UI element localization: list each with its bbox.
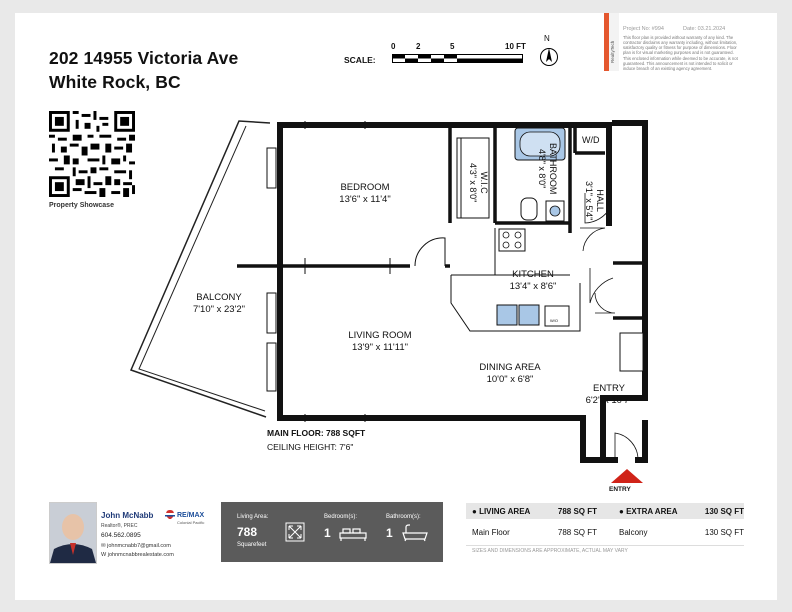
agent-avatar-icon xyxy=(50,503,96,563)
floor-plan-sheet xyxy=(15,13,777,600)
agent-photo xyxy=(49,502,97,564)
scale-label: SCALE: xyxy=(344,55,376,65)
room-hall-dims: 3'1" x 5'4" xyxy=(584,181,594,221)
room-entry-name: ENTRY xyxy=(592,383,626,394)
brokerage-logo xyxy=(165,510,209,525)
living-area-label: Living Area: xyxy=(237,514,269,520)
room-bathroom-dims: 4'8" x 8'0" xyxy=(537,148,547,189)
entry-arrow xyxy=(611,469,643,483)
room-dining-dims: 10'0" x 6'8" xyxy=(486,374,534,385)
entry-marker-label: ENTRY xyxy=(609,486,631,493)
project-date: Date: 03.21.2024 xyxy=(683,26,726,32)
dishwasher xyxy=(545,306,569,326)
disclaimer-2: This enclosed information while deemed to be accurate, is not guaranteed. This announcement is not intended to solicit or induce breach of an existing agency agreement. xyxy=(623,56,738,71)
summary-footnote: SIZES AND DIMENSIONS ARE APPROXIMATE, ACTUAL MAY VARY xyxy=(472,548,628,554)
agent-name: John McNabb xyxy=(101,511,154,520)
balcony-railing xyxy=(131,121,270,417)
room-bathroom-name: BATHROOM xyxy=(548,143,558,195)
room-bedroom-name: BEDROOM xyxy=(340,182,390,193)
room-kitchen xyxy=(483,269,583,293)
living-area-value: 788 xyxy=(237,525,258,539)
kitchen-sink-left xyxy=(497,305,517,325)
extra-area-total: 130 SQ FT xyxy=(704,506,744,516)
qr-caption: Property Showcase xyxy=(49,202,114,209)
bed-icon xyxy=(339,526,367,542)
ceiling-height: CEILING HEIGHT: 7'6" xyxy=(267,442,354,452)
living-area-header: ● LIVING AREA xyxy=(472,506,531,516)
living-area-total: 788 SQ FT xyxy=(557,506,597,516)
bedroom-count-value: 1 xyxy=(324,526,331,540)
bathroom-count-label: Bathroom(s): xyxy=(386,514,421,520)
room-hall-name: HALL xyxy=(595,189,605,212)
room-kitchen-dims: 13'4" x 8'6" xyxy=(509,281,557,292)
agent-title: Realtor®, PREC xyxy=(101,523,138,529)
toilet xyxy=(521,198,537,220)
project-number: Project No: #994 xyxy=(623,26,664,32)
area-summary xyxy=(466,503,744,554)
area-icon xyxy=(285,522,305,542)
room-living xyxy=(320,330,440,354)
room-wd: W/D xyxy=(582,135,600,145)
room-living-dims: 13'9" x 11'11" xyxy=(352,342,408,353)
brand-logo: RealtyTech xyxy=(610,40,615,63)
extra-area-header-text: EXTRA AREA xyxy=(626,506,678,516)
brokerage-name: RE/MAX xyxy=(177,511,205,519)
balloon-icon xyxy=(165,510,175,520)
scale-tick-0: 0 xyxy=(391,42,396,51)
agent-website-text: johnmcnabbrealestate.com xyxy=(107,552,174,558)
room-wic-name: W.I.C xyxy=(479,171,489,194)
room-bedroom-dims: 13'6" x 11'4" xyxy=(339,194,391,205)
extra-row-value: 130 SQ FT xyxy=(704,527,744,537)
room-dining xyxy=(455,362,565,386)
scale-tick-5: 5 xyxy=(450,42,455,51)
address-line-1: 202 14955 Victoria Ave xyxy=(49,48,239,68)
address-line-2: White Rock, BC xyxy=(49,72,181,92)
room-entry-dims: 6'2" x 10'7" xyxy=(585,395,633,406)
main-floor-area: MAIN FLOOR: 788 SQFT xyxy=(267,428,366,438)
agent-email[interactable] xyxy=(101,543,171,549)
extra-row-label: Balcony xyxy=(619,527,648,537)
agent-phone[interactable]: 604.562.0895 xyxy=(101,532,141,539)
email-icon: ✉ xyxy=(101,543,108,549)
bedroom-count-label: Bedroom(s): xyxy=(324,514,358,520)
extra-area-header: ● EXTRA AREA xyxy=(619,506,678,516)
living-area-unit: Squarefeet xyxy=(237,542,267,548)
fridge xyxy=(620,333,643,371)
room-bedroom xyxy=(305,182,425,206)
room-wo: W/O xyxy=(550,318,558,323)
stats-box xyxy=(221,502,443,562)
agent-email-text: johnmcnabb7@gmail.com xyxy=(107,543,171,549)
kitchen-sink-right xyxy=(519,305,539,325)
living-area-header-text: LIVING AREA xyxy=(479,506,531,516)
scale-tick-10: 10 FT xyxy=(505,42,526,51)
north-label: N xyxy=(544,34,550,43)
room-balcony-dims: 7'10" x 23'2" xyxy=(192,304,246,315)
bathroom-count-value: 1 xyxy=(386,526,393,540)
bathtub-icon xyxy=(401,524,429,542)
room-wic-dims: 4'3" x 8'0" xyxy=(468,163,478,203)
room-balcony xyxy=(167,292,271,316)
disclaimer-1: This floor plan is provided without warranty of any kind. The contractor disclaims any warranty including, without limitation, satisfactory quality or fitness for purpose of dimensions. Floor plan is for visual marketing purposes and is not guaranteed. xyxy=(623,35,738,55)
stove xyxy=(499,229,525,251)
living-row-value: 788 SQ FT xyxy=(557,527,597,537)
scale-tick-2: 2 xyxy=(416,42,421,51)
room-entry xyxy=(570,383,648,407)
room-kitchen-name: KITCHEN xyxy=(512,269,554,280)
agent-website[interactable] xyxy=(101,552,174,558)
web-icon: W xyxy=(101,552,108,558)
room-balcony-name: BALCONY xyxy=(196,292,242,303)
balcony-railing-inner xyxy=(139,126,265,411)
room-living-name: LIVING ROOM xyxy=(348,330,412,341)
brokerage-sub: Colonial Pacific xyxy=(177,520,205,525)
room-dining-name: DINING AREA xyxy=(479,362,541,373)
living-row-label: Main Floor xyxy=(472,527,510,537)
